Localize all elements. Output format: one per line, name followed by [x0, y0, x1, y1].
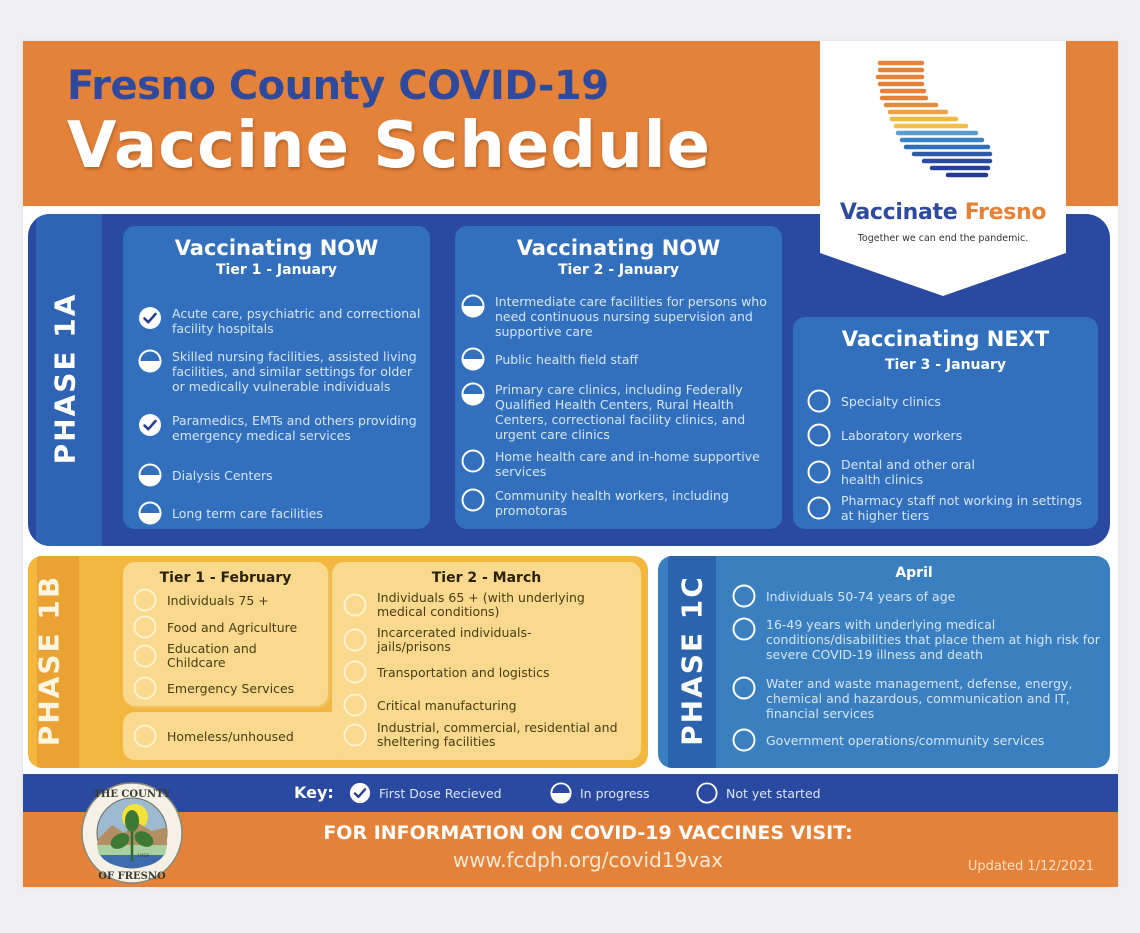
phase-1a-tier-1-card	[123, 226, 430, 529]
list-item: Industrial, commercial, residential and sheltering facilities	[343, 721, 638, 749]
list-item: Individuals 65 + (with underlying medical conditions)	[343, 591, 638, 619]
list-item: Public health field staff	[461, 347, 779, 371]
half-circle-icon	[461, 347, 485, 371]
empty-circle-icon	[133, 588, 157, 612]
svg-text:THE COUNTY: THE COUNTY	[93, 789, 171, 800]
half-circle-icon	[461, 382, 485, 406]
footer-banner	[23, 812, 1118, 887]
phase-1b-tier-2-subheading: Tier 2 - March	[431, 570, 542, 586]
svg-text:1856: 1856	[136, 853, 150, 859]
tier-2-heading: Vaccinating NOW	[516, 236, 721, 260]
list-item: Critical manufacturing	[343, 693, 638, 717]
phase-1b-tier-1-subheading: Tier 1 - February	[159, 570, 292, 586]
list-item: Laboratory workers	[807, 423, 1092, 447]
half-circle-icon	[461, 294, 485, 318]
list-item: Primary care clinics, including Federally Qualified Health Centers, Rural Health Centers, correctional facility clinics, and urgent care clinics	[461, 382, 779, 442]
empty-circle-icon	[461, 488, 485, 512]
empty-circle-icon	[343, 593, 367, 617]
empty-circle-icon	[807, 496, 831, 520]
empty-circle-icon	[732, 728, 756, 752]
list-item: Dialysis Centers	[138, 463, 423, 487]
tier-1-subheading: Tier 1 - January	[216, 262, 337, 278]
list-item: Homeless/unhoused	[133, 724, 328, 748]
california-map-icon	[870, 59, 1000, 184]
key-item-not-started: Not yet started	[696, 782, 821, 804]
svg-text:OF FRESNO: OF FRESNO	[98, 871, 166, 882]
phase-1a-label: PHASE 1A	[48, 292, 82, 465]
list-item: Dental and other oral health clinics	[807, 457, 1007, 487]
list-item: Government operations/community services	[732, 728, 1102, 752]
list-item: Acute care, psychiatric and correctional facility hospitals	[138, 306, 423, 336]
title-vaccine-schedule: Vaccine Schedule	[67, 109, 711, 183]
phase-1c-subheading: April	[895, 565, 933, 581]
tier-1-heading: Vaccinating NOW	[174, 236, 379, 260]
updated-date: Updated 1/12/2021	[967, 859, 1094, 874]
phase-1a-tier-3-card	[793, 317, 1098, 529]
empty-circle-icon	[343, 628, 367, 652]
tier-3-heading: Vaccinating NEXT	[841, 327, 1050, 351]
list-item: Water and waste management, defense, energy, chemical and hazardous, communication and IT, financial services	[732, 676, 1102, 721]
list-item: Specialty clinics	[807, 389, 1092, 413]
empty-circle-icon	[343, 660, 367, 684]
list-item: Skilled nursing facilities, assisted living facilities, and similar settings for older or medically vulnerable individuals	[138, 349, 423, 394]
list-item: Transportation and logistics	[343, 660, 638, 684]
title-county: Fresno County COVID-19	[67, 63, 609, 109]
empty-circle-icon	[343, 723, 367, 747]
empty-circle-icon	[807, 460, 831, 484]
half-circle-icon	[138, 463, 162, 487]
phase-1a-tier-2-card	[455, 226, 782, 529]
phase-1b-label: PHASE 1B	[32, 574, 66, 747]
empty-circle-icon	[133, 615, 157, 639]
list-item: Community health workers, including promotoras	[461, 488, 779, 518]
half-circle-icon	[138, 349, 162, 373]
empty-circle-icon	[732, 676, 756, 700]
phase-1c-label: PHASE 1C	[675, 575, 709, 746]
list-item: Education and Childcare	[133, 642, 293, 670]
empty-circle-icon	[696, 782, 718, 804]
empty-circle-icon	[133, 644, 157, 668]
empty-circle-icon	[807, 423, 831, 447]
half-circle-icon	[138, 501, 162, 525]
logo-word-fresno: Fresno	[964, 200, 1047, 225]
logo-word-vaccinate: Vaccinate	[839, 200, 958, 225]
check-circle-icon	[138, 306, 162, 330]
half-circle-icon	[550, 782, 572, 804]
empty-circle-icon	[343, 693, 367, 717]
empty-circle-icon	[133, 724, 157, 748]
vaccine-schedule-poster	[23, 41, 1118, 887]
list-item: Incarcerated individuals-jails/prisons	[343, 626, 563, 654]
vaccinate-fresno-logo	[820, 41, 1066, 296]
legend-key-bar	[23, 774, 1118, 812]
empty-circle-icon	[461, 449, 485, 473]
phase-1b-section	[28, 556, 648, 768]
key-item-in-progress: In progress	[550, 782, 650, 804]
empty-circle-icon	[732, 584, 756, 608]
empty-circle-icon	[133, 676, 157, 700]
logo-wordmark	[820, 200, 1066, 225]
footer-info-text: FOR INFORMATION ON COVID-19 VACCINES VISIT:	[323, 822, 853, 844]
list-item: Individuals 50-74 years of age	[732, 584, 1102, 608]
footer-url-link[interactable]: www.fcdph.org/covid19vax	[452, 848, 724, 872]
list-item: Home health care and in-home supportive services	[461, 449, 779, 479]
empty-circle-icon	[807, 389, 831, 413]
list-item: 16-49 years with underlying medical conditions/disabilities that place them at high risk for severe COVID-19 illness and death	[732, 617, 1102, 662]
tier-2-subheading: Tier 2 - January	[558, 262, 679, 278]
empty-circle-icon	[732, 617, 756, 641]
list-item: Emergency Services	[133, 676, 328, 700]
check-circle-icon	[138, 413, 162, 437]
list-item: Food and Agriculture	[133, 615, 328, 639]
list-item: Pharmacy staff not working in settings at higher tiers	[807, 493, 1092, 523]
list-item: Long term care facilities	[138, 501, 423, 525]
list-item: Paramedics, EMTs and others providing emergency medical services	[138, 413, 423, 443]
key-item-first-dose: First Dose Recieved	[349, 782, 502, 804]
check-circle-icon	[349, 782, 371, 804]
list-item: Individuals 75 +	[133, 588, 328, 612]
list-item: Intermediate care facilities for persons who need continuous nursing supervision and supportive care	[461, 294, 779, 339]
key-label: Key:	[294, 783, 334, 802]
tier-3-subheading: Tier 3 - January	[885, 357, 1006, 373]
county-seal-icon	[80, 781, 184, 885]
logo-tagline: Together we can end the pandemic.	[857, 233, 1029, 244]
phase-1c-section	[658, 556, 1110, 768]
